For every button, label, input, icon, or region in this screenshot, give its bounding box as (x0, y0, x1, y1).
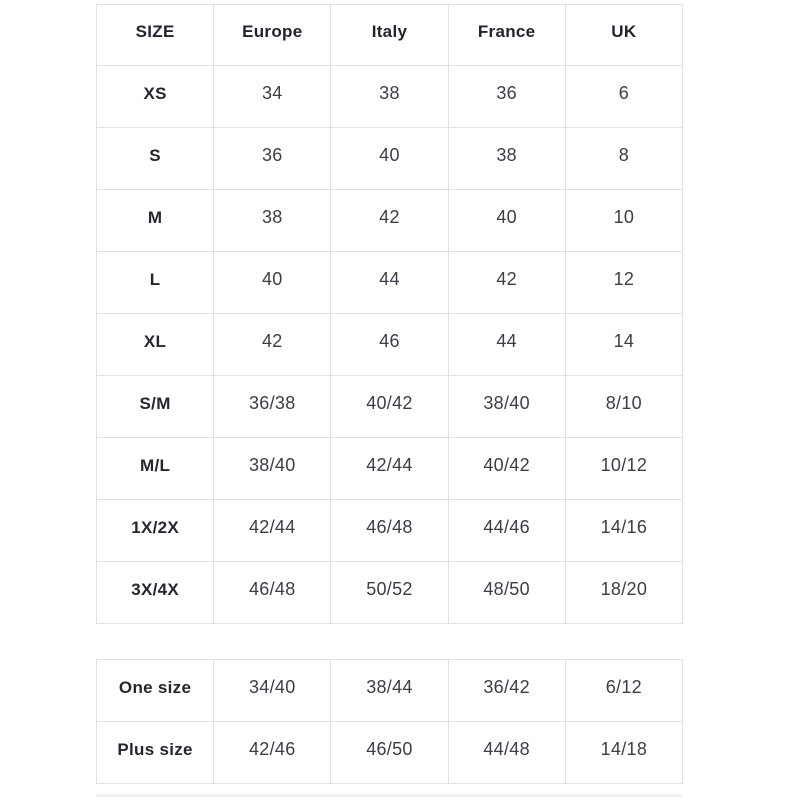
column-header-size: SIZE (97, 5, 214, 66)
size-label-cell: M/L (97, 438, 214, 500)
table-row (97, 438, 683, 500)
size-value-cell: 46/48 (331, 500, 448, 562)
size-value-cell: 44/48 (448, 722, 565, 784)
column-header-italy: Italy (331, 5, 448, 66)
size-label-cell: S/M (97, 376, 214, 438)
size-value-cell: 46 (331, 314, 448, 376)
size-value-cell: 8 (565, 128, 682, 190)
size-value-cell: 38/40 (214, 438, 331, 500)
size-value-cell: 38 (331, 66, 448, 128)
size-value-cell: 42/44 (214, 500, 331, 562)
size-table-header (97, 5, 683, 66)
size-value-cell: 36 (214, 128, 331, 190)
size-value-cell: 42 (214, 314, 331, 376)
size-value-cell: 12 (565, 252, 682, 314)
size-value-cell: 40/42 (448, 438, 565, 500)
table-row (97, 376, 683, 438)
size-label-cell: XS (97, 66, 214, 128)
size-label-cell: S (97, 128, 214, 190)
size-table-body (97, 66, 683, 624)
table-row (97, 314, 683, 376)
table-row (97, 500, 683, 562)
table-row (97, 128, 683, 190)
column-header-france: France (448, 5, 565, 66)
size-value-cell: 34/40 (214, 660, 331, 722)
column-header-europe: Europe (214, 5, 331, 66)
size-label-cell: 1X/2X (97, 500, 214, 562)
table-row (97, 66, 683, 128)
size-label-cell: L (97, 252, 214, 314)
size-value-cell: 42/44 (331, 438, 448, 500)
size-value-cell: 38 (448, 128, 565, 190)
size-value-cell: 44 (448, 314, 565, 376)
size-value-cell: 38/44 (331, 660, 448, 722)
size-label-cell: One size (97, 660, 214, 722)
size-value-cell: 50/52 (331, 562, 448, 624)
size-value-cell: 36 (448, 66, 565, 128)
size-value-cell: 40 (448, 190, 565, 252)
size-label-cell: 3X/4X (97, 562, 214, 624)
size-value-cell: 42 (448, 252, 565, 314)
size-value-cell: 46/48 (214, 562, 331, 624)
next-section-top-edge (96, 794, 683, 797)
size-label-cell: XL (97, 314, 214, 376)
size-value-cell: 36/42 (448, 660, 565, 722)
header-row (97, 5, 683, 66)
table-row (97, 722, 683, 784)
size-value-cell: 40 (331, 128, 448, 190)
size-value-cell: 6 (565, 66, 682, 128)
table-row (97, 660, 683, 722)
main-size-conversion-table (96, 4, 683, 624)
size-value-cell: 44/46 (448, 500, 565, 562)
size-chart-container (96, 4, 683, 784)
size-value-cell: 34 (214, 66, 331, 128)
special-size-table-body (97, 660, 683, 784)
size-label-cell: M (97, 190, 214, 252)
size-value-cell: 6/12 (565, 660, 682, 722)
size-value-cell: 38 (214, 190, 331, 252)
size-value-cell: 36/38 (214, 376, 331, 438)
size-value-cell: 38/40 (448, 376, 565, 438)
column-header-uk: UK (565, 5, 682, 66)
size-value-cell: 18/20 (565, 562, 682, 624)
size-value-cell: 48/50 (448, 562, 565, 624)
size-value-cell: 40/42 (331, 376, 448, 438)
size-value-cell: 42 (331, 190, 448, 252)
size-value-cell: 14 (565, 314, 682, 376)
table-row (97, 562, 683, 624)
size-value-cell: 10 (565, 190, 682, 252)
size-value-cell: 46/50 (331, 722, 448, 784)
table-row (97, 190, 683, 252)
size-value-cell: 44 (331, 252, 448, 314)
special-size-conversion-table (96, 659, 683, 784)
size-value-cell: 10/12 (565, 438, 682, 500)
size-label-cell: Plus size (97, 722, 214, 784)
table-row (97, 252, 683, 314)
table-gap (96, 624, 683, 659)
size-value-cell: 14/18 (565, 722, 682, 784)
size-value-cell: 14/16 (565, 500, 682, 562)
size-value-cell: 42/46 (214, 722, 331, 784)
size-value-cell: 8/10 (565, 376, 682, 438)
size-value-cell: 40 (214, 252, 331, 314)
